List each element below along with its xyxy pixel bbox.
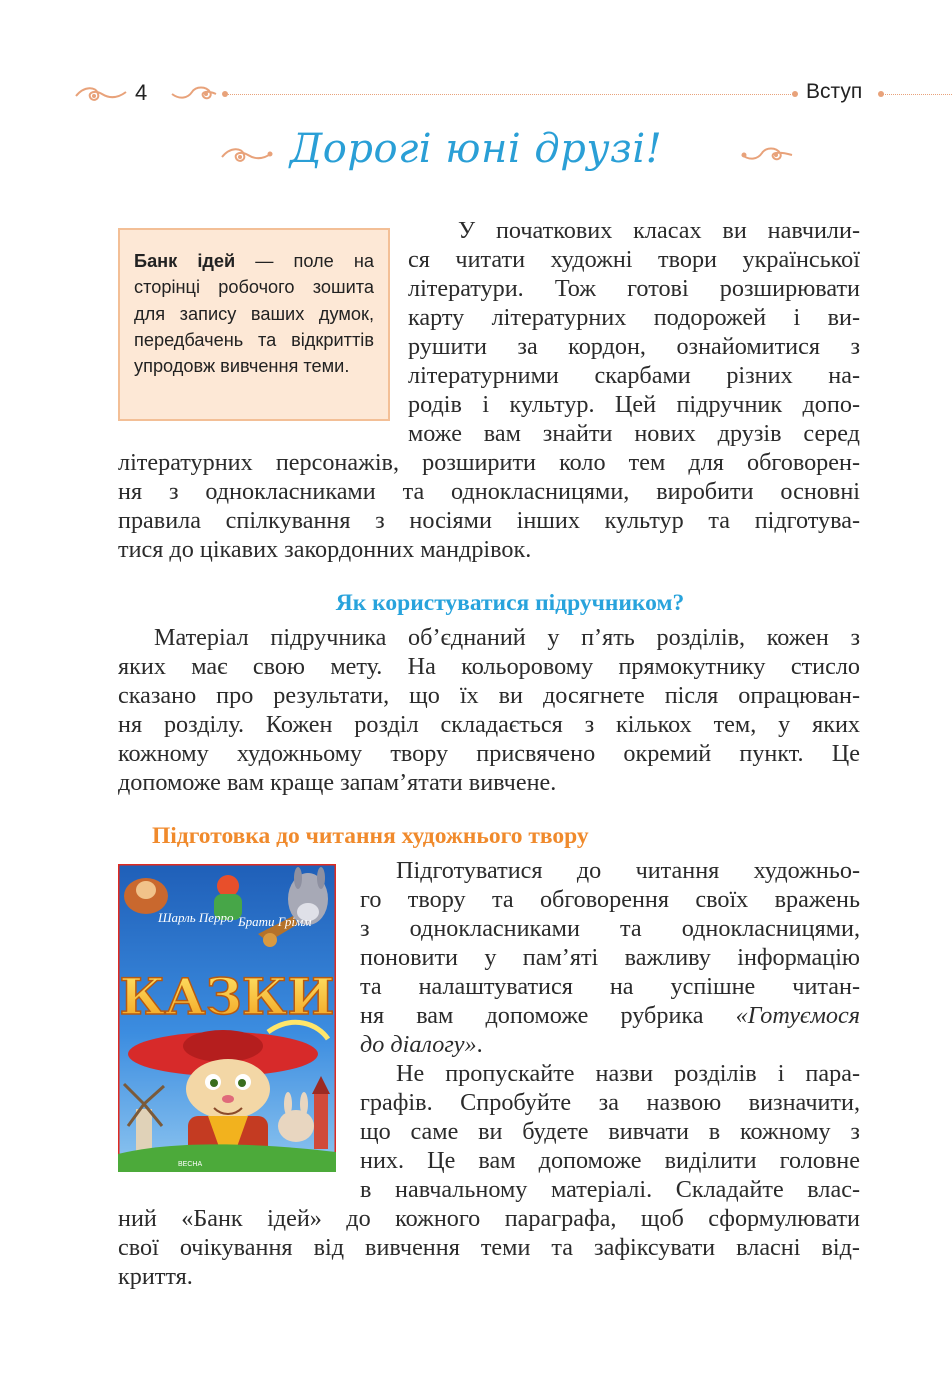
text-line: сказано про результати, що їх ви досягнете після опрацюван- xyxy=(118,682,860,709)
text-line: кожному художньому твору присвячено окремий пункт. Це xyxy=(118,740,860,767)
text-line: карту літературних подорожей і ви- xyxy=(408,304,860,331)
text-line: ня з однокласниками та однокласницями, виробити основні xyxy=(118,478,860,505)
rubric-name: «Готуємося xyxy=(735,1002,860,1029)
text-line: з однокласниками та однокласницями, xyxy=(360,915,860,942)
running-header xyxy=(0,80,952,110)
dot-ornament-icon xyxy=(792,91,798,97)
text-line: в навчальному матеріалі. Складайте влас- xyxy=(360,1176,860,1203)
text-fragment: ня вам допоможе рубрика xyxy=(360,1002,736,1029)
book-title: КАЗКИ xyxy=(119,967,335,1026)
text-line: та налаштуватися на успішне читан- xyxy=(360,973,860,1000)
text-line: що саме ви будете вивчати в кожному з xyxy=(360,1118,860,1145)
section-heading-how-to-use: Як користуватися підручником? xyxy=(335,590,685,616)
text-line: рушити за кордон, ознайомитися з xyxy=(408,333,860,360)
book-publisher: ВЕСНА xyxy=(178,1161,203,1168)
text-line: го твору та обговорення своїх вражень xyxy=(360,886,860,913)
text-line: родів і культур. Цей підручник допо- xyxy=(408,391,860,418)
swirl-ornament-icon xyxy=(740,143,794,172)
fairy-tales-book-cover-image xyxy=(118,864,336,1172)
text-line: них. Це вам допоможе виділити головне xyxy=(360,1147,860,1174)
page-number: 4 xyxy=(135,80,148,105)
header-dotted-rule xyxy=(225,94,797,95)
text-line: поновити у пам’яті важливу інформацію xyxy=(360,944,860,971)
text-line: правила спілкування з носіями інших культур та підготува- xyxy=(118,507,860,534)
text-line: яких має свою мету. На кольоровому прямокутнику стисло xyxy=(118,653,860,680)
text-line: літератури. Тож готові розширювати xyxy=(408,275,860,302)
page-title: Дорогі юні друзі! xyxy=(289,126,663,172)
text-line: Матеріал підручника об’єднаний у п’ять розділів, кожен з xyxy=(154,624,860,651)
book-author-right: Брати Грімм xyxy=(238,914,312,929)
text-line: може вам знайти нових друзів серед xyxy=(408,420,860,447)
note-definition: — поле на сторінці робочого зошита для запису ваших думок, передбачень та відкриттів упродовж вивчення теми. xyxy=(134,251,374,377)
text-line: криття. xyxy=(118,1263,193,1290)
text-line: У початкових класах ви навчили- xyxy=(458,217,860,244)
idea-bank-note-box xyxy=(118,228,390,421)
text-line: ня розділу. Кожен розділ складається з кількох тем, у яких xyxy=(118,711,860,738)
text-line xyxy=(360,1001,860,1030)
text-line: Не пропускайте назви розділів і пара- xyxy=(396,1060,860,1087)
text-line: літературних персонажів, розширити коло тем для обговорен- xyxy=(118,449,860,476)
text-line: Підготуватися до читання художньо- xyxy=(396,857,860,884)
header-dotted-rule xyxy=(882,94,952,95)
text-line: тися до цікавих закордонних мандрівок. xyxy=(118,536,532,563)
text-line xyxy=(360,1030,860,1059)
section-name: Вступ xyxy=(806,80,863,103)
text-line: свої очікування від вивчення теми та зафіксувати власні від- xyxy=(118,1234,860,1261)
swirl-ornament-icon xyxy=(170,82,218,106)
rubric-name: до діалогу» xyxy=(360,1031,477,1058)
text-line: ся читати художні твори української xyxy=(408,246,860,273)
note-term: Банк ідей xyxy=(134,251,236,271)
book-author-left: Шарль Перро xyxy=(158,910,234,925)
text-line: допоможе вам краще запам’ятати вивчене. xyxy=(118,769,557,796)
text-line: графів. Спробуйте за назвою визначити, xyxy=(360,1089,860,1116)
swirl-ornament-icon xyxy=(74,82,128,106)
text-line: ний «Банк ідей» до кожного параграфа, щоб сформулювати xyxy=(118,1205,860,1232)
text-line: літературними скарбами різних на- xyxy=(408,362,860,389)
section-heading-reading-prep: Підготовка до читання художнього твору xyxy=(152,823,589,849)
text-fragment: . xyxy=(476,1031,483,1058)
